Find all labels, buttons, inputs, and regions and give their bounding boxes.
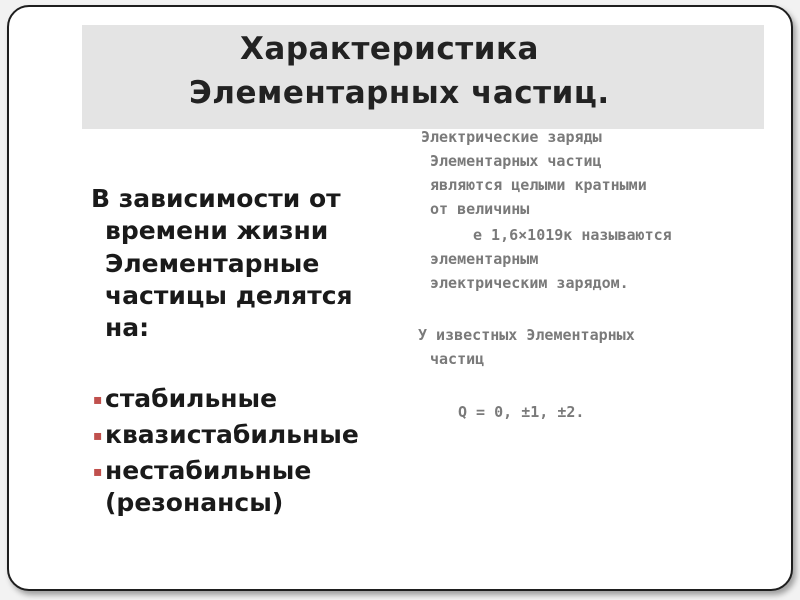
intro-line: времени жизни <box>105 216 329 245</box>
bullet-item <box>93 383 278 415</box>
right-text-line: частиц <box>430 350 485 368</box>
right-text-line: У известных Элементарных <box>418 326 635 344</box>
right-text-line: Элементарных частиц <box>430 152 602 170</box>
intro-line: В зависимости от <box>91 184 341 213</box>
bullet-label: нестабильные <box>105 456 312 485</box>
bullet-continuation <box>105 487 283 519</box>
bullet-label: стабильные <box>105 384 278 413</box>
charge-formula: Q = 0, ±1, ±2. <box>458 403 585 421</box>
bullet-item <box>93 455 312 487</box>
square-bullet-icon: ▪ <box>93 464 103 480</box>
bullet-label: (резонансы) <box>105 488 284 517</box>
intro-line: на: <box>105 313 150 342</box>
right-text-line: Электрические заряды <box>421 128 602 146</box>
bullet-item <box>93 419 359 451</box>
intro-line: Элементарные <box>105 249 320 278</box>
right-text-line: е 1,6×1019к называются <box>473 226 672 244</box>
right-text-line: элементарным <box>430 250 539 268</box>
intro-line: частицы делятся <box>105 281 353 310</box>
right-text-line: от величины <box>430 200 530 218</box>
title-band <box>82 25 764 129</box>
slide-title-line-1: Характеристика <box>240 31 539 67</box>
right-text-line: электрическим зарядом. <box>430 274 629 292</box>
square-bullet-icon: ▪ <box>93 428 103 444</box>
right-text-line: являются целыми кратными <box>430 176 647 194</box>
slide-title-line-2: Элементарных частиц. <box>189 75 610 111</box>
square-bullet-icon: ▪ <box>93 392 103 408</box>
bullet-label: квазистабильные <box>105 420 359 449</box>
slide-frame <box>7 5 793 591</box>
